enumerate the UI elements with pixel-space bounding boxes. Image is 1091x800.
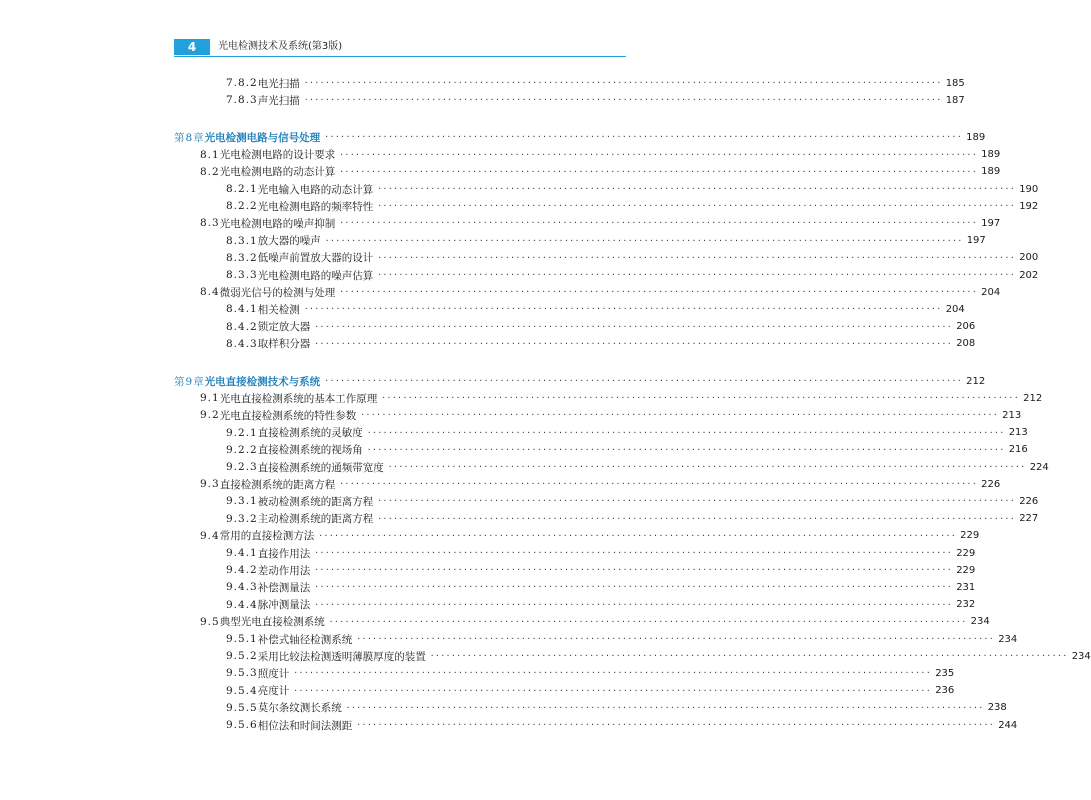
dot-leader: ························································································································ (356, 634, 995, 643)
toc-entry (0, 406, 1022, 424)
toc-entry-title: 直接检测系统的距离方程 (219, 478, 336, 491)
toc-entry-title: 补偿测量法 (257, 581, 311, 594)
toc-entry-page: 189 (981, 166, 1001, 178)
toc-entry-title: 被动检测系统的距离方程 (257, 495, 374, 508)
toc-entry-title: 光电检测电路的频率特性 (257, 200, 374, 213)
toc-entry-number: 8.3.3 (226, 269, 258, 281)
toc-entry-number: 9.4.4 (226, 598, 258, 611)
dot-leader: ························································································································ (324, 132, 963, 142)
toc-entry-title: 补偿式轴径检测系统 (257, 633, 353, 646)
toc-entry (0, 74, 965, 92)
toc-entry-page: 197 (981, 217, 1001, 229)
toc-entry-title: 直接作用法 (257, 547, 311, 560)
dot-leader: ························································································································ (377, 184, 1016, 193)
toc-entry-number: 9.5.1 (226, 633, 258, 645)
dot-leader: ························································································································ (366, 427, 1005, 437)
toc-entry-number: 8.3.1 (226, 234, 258, 247)
toc-entry-title: 放大器的噪声 (257, 235, 321, 248)
toc-entry-number: 第9章 (174, 375, 205, 388)
toc-entry-number: 9.5.5 (226, 701, 258, 714)
toc-entry-number: 7.8.2 (226, 77, 258, 89)
toc-chapter-entry (0, 128, 986, 146)
toc-entry-page: 212 (966, 375, 986, 387)
toc-entry-page: 187 (945, 94, 965, 106)
toc-entry-page: 234 (970, 616, 990, 628)
toc-entry-number: 8.2.1 (226, 183, 258, 195)
toc-entry-title: 直接检测系统的通频带宽度 (257, 461, 384, 474)
toc-entry-number: 9.2.3 (226, 461, 258, 473)
toc-entry (0, 475, 1001, 493)
toc-entry-title: 光电直接检测系统的特性参数 (219, 409, 357, 422)
dot-leader: ························································································································ (377, 270, 1016, 279)
toc-entry-number: 9.4.3 (226, 581, 258, 594)
toc-entry-page: 229 (960, 530, 980, 542)
toc-entry-page: 216 (1008, 444, 1028, 456)
dot-leader: ························································································································ (429, 651, 1068, 661)
toc-entry-page: 204 (945, 303, 965, 315)
toc-entry-title: 相关检测 (257, 303, 300, 316)
dot-leader: ························································································································ (339, 479, 978, 489)
dot-leader: ························································································································ (324, 235, 963, 245)
toc-entry (0, 664, 955, 682)
toc-entry-page: 231 (956, 581, 976, 593)
dot-leader: ························································································································ (339, 149, 978, 159)
toc-entry-title: 光电检测电路与信号处理 (204, 131, 321, 144)
dot-leader: ························································································································ (314, 599, 953, 609)
toc-entry-title: 亮度计 (257, 685, 290, 698)
dot-leader: ························································································································ (360, 410, 999, 420)
toc-entry-page: 206 (956, 321, 976, 333)
toc-entry (0, 91, 965, 109)
dot-leader: ························································································································ (377, 201, 1016, 211)
toc-entry-number: 9.2.1 (226, 426, 258, 439)
book-title: 光电检测技术及系统(第3版) (218, 41, 343, 52)
toc-entry (0, 266, 1039, 284)
dot-leader: ························································································································ (303, 78, 942, 87)
dot-leader: ························································································································ (345, 702, 984, 712)
toc-entry-page: 208 (956, 338, 976, 350)
toc-entry-page: 244 (998, 719, 1018, 731)
toc-entry-number: 8.2 (200, 165, 220, 178)
toc-entry-title: 取样积分器 (257, 338, 311, 351)
toc-entry-number: 9.5 (200, 615, 220, 628)
toc-entry-number: 9.5.4 (226, 684, 258, 697)
toc-entry-page: 213 (1002, 409, 1022, 421)
toc-entry-title: 差动作用法 (257, 564, 311, 577)
toc-entry-page: 227 (1019, 513, 1039, 525)
toc-entry (0, 389, 1043, 407)
toc-entry-title: 脉冲测量法 (257, 599, 311, 612)
toc-entry-page: 190 (1019, 183, 1039, 195)
toc-entry-title: 直接检测系统的视场角 (257, 444, 363, 457)
toc-entry (0, 613, 990, 631)
toc-entry-title: 光电输入电路的动态计算 (257, 183, 374, 196)
dot-leader: ························································································································ (377, 496, 1016, 506)
toc-entry-title: 低噪声前置放大器的设计 (257, 252, 374, 265)
toc-entry-page: 189 (966, 131, 986, 143)
toc-entry (0, 283, 1001, 301)
dot-leader: ························································································································ (303, 95, 942, 105)
toc-entry-page: 226 (1019, 495, 1039, 507)
toc-entry (0, 578, 976, 596)
dot-leader: ························································································································ (314, 565, 953, 575)
toc-entry-number: 9.3.2 (226, 512, 258, 525)
toc-entry-page: 200 (1019, 252, 1039, 264)
toc-entry-number: 8.3 (200, 217, 220, 230)
toc-entry-title: 光电检测电路的噪声抑制 (219, 217, 336, 230)
dot-leader: ························································································································ (339, 218, 978, 228)
dot-leader: ························································································································ (366, 444, 1005, 454)
toc-entry-page: 202 (1019, 269, 1039, 281)
toc-entry-page: 234 (1071, 650, 1091, 662)
toc-entry-title: 主动检测系统的距离方程 (257, 513, 374, 526)
toc-entry (0, 716, 1018, 734)
toc-entry (0, 318, 976, 336)
toc-entry (0, 699, 1007, 717)
toc-entry-number: 第8章 (174, 131, 205, 144)
dot-leader: ························································································································ (381, 393, 1020, 403)
dot-leader: ························································································································ (314, 321, 953, 331)
toc-entry (0, 424, 1028, 442)
toc-entry-title: 微弱光信号的检测与处理 (219, 286, 336, 299)
toc-entry-number: 9.2 (200, 409, 220, 422)
dot-leader: ························································································································ (314, 338, 953, 348)
toc-entry-number: 9.2.2 (226, 443, 258, 456)
toc-entry-page: 213 (1008, 427, 1028, 439)
toc-entry-title: 相位法和时间法测距 (257, 719, 353, 732)
toc-entry-title: 照度计 (257, 667, 290, 680)
page-number: 4 (174, 39, 210, 55)
toc-entry-page: 197 (966, 235, 986, 247)
toc-entry-number: 9.3.1 (226, 495, 258, 508)
toc-entry (0, 682, 955, 700)
toc-entry-number: 9.1 (200, 392, 220, 405)
toc-entry (0, 335, 976, 353)
toc-entry (0, 214, 1001, 232)
toc-entry-page: 204 (981, 286, 1001, 298)
toc-entry-title: 直接检测系统的灵敏度 (257, 427, 363, 440)
dot-leader: ························································································································ (293, 668, 932, 678)
toc-entry (0, 630, 1018, 648)
toc-entry-page: 229 (956, 547, 976, 559)
dot-leader: ························································································································ (356, 720, 995, 729)
dot-leader: ························································································································ (324, 376, 963, 385)
toc-entry-title: 锁定放大器 (257, 321, 311, 334)
toc-entry-title: 光电直接检测技术与系统 (204, 375, 321, 388)
toc-entry-page: 229 (956, 564, 976, 576)
toc-entry-page: 236 (935, 685, 955, 697)
toc-entry-title: 光电检测电路的设计要求 (219, 149, 336, 162)
toc-entry-number: 7.8.3 (226, 94, 258, 107)
dot-leader: ························································································································ (339, 287, 978, 297)
toc-entry-page: 232 (956, 599, 976, 611)
toc-entry-title: 光电检测电路的动态计算 (219, 166, 336, 179)
toc-entry (0, 492, 1039, 510)
dot-leader: ························································································································ (314, 548, 953, 557)
toc-entry-page: 238 (987, 702, 1007, 714)
toc-entry-number: 9.5.6 (226, 719, 258, 731)
toc-entry-number: 9.4.1 (226, 547, 258, 559)
toc-entry (0, 561, 976, 579)
dot-leader: ························································································································ (377, 513, 1016, 523)
toc-entry-page: 185 (945, 77, 965, 89)
toc-entry-title: 声光扫描 (257, 94, 300, 107)
toc-entry-number: 9.5.2 (226, 650, 258, 663)
toc-entry (0, 510, 1039, 528)
dot-leader: ························································································································ (318, 530, 957, 540)
toc-entry-page: 235 (935, 667, 955, 679)
toc-entry-title: 电光扫描 (257, 77, 300, 90)
toc-entry-page: 192 (1019, 200, 1039, 212)
toc-entry-number: 8.4.1 (226, 303, 258, 316)
toc-entry-title: 常用的直接检测方法 (219, 530, 315, 543)
toc-entry-number: 9.4 (200, 529, 220, 542)
toc-entry (0, 197, 1039, 215)
toc-entry-number: 9.3 (200, 478, 220, 491)
toc-entry-page: 224 (1029, 461, 1049, 473)
toc-entry-title: 光电检测电路的噪声估算 (257, 269, 374, 282)
toc-entry (0, 544, 976, 562)
dot-leader: ························································································································ (377, 252, 1016, 262)
toc-chapter-entry (0, 372, 986, 390)
page-header (0, 37, 800, 57)
header-rule (174, 56, 626, 57)
toc-entry (0, 232, 986, 250)
toc-entry (0, 249, 1039, 267)
toc-entry (0, 647, 1091, 665)
toc-entry (0, 596, 976, 614)
toc-entry-number: 9.4.2 (226, 564, 258, 577)
toc-entry-number: 8.4.3 (226, 337, 258, 350)
toc-entry-title: 莫尔条纹测长系统 (257, 702, 342, 715)
dot-leader: ························································································································ (339, 166, 978, 176)
toc-entry-number: 8.4 (200, 286, 220, 299)
toc-entry-page: 226 (981, 478, 1001, 490)
dot-leader: ························································································································ (293, 685, 932, 695)
toc-entry-page: 189 (981, 149, 1001, 161)
toc-entry-number: 8.2.2 (226, 200, 258, 213)
toc-entry-number: 8.3.2 (226, 251, 258, 264)
toc-entry-number: 8.1 (200, 148, 220, 161)
toc-entry (0, 458, 1049, 476)
toc-entry-page: 212 (1023, 392, 1043, 404)
toc-entry-title: 典型光电直接检测系统 (219, 616, 325, 629)
dot-leader: ························································································································ (303, 304, 942, 314)
toc-entry-title: 光电直接检测系统的基本工作原理 (219, 392, 378, 405)
dot-leader: ························································································································ (328, 616, 967, 626)
toc-entry (0, 180, 1039, 198)
dot-leader: ························································································································ (387, 462, 1026, 471)
toc-entry-page: 234 (998, 633, 1018, 645)
dot-leader: ························································································································ (314, 582, 953, 592)
toc-entry-number: 8.4.2 (226, 320, 258, 333)
toc-entry (0, 163, 1001, 181)
toc-entry (0, 527, 980, 545)
toc-entry (0, 441, 1028, 459)
toc-entry (0, 146, 1001, 164)
toc-entry-number: 9.5.3 (226, 667, 258, 680)
toc-entry-title: 采用比较法检测透明薄膜厚度的装置 (257, 650, 426, 663)
toc-entry (0, 300, 965, 318)
